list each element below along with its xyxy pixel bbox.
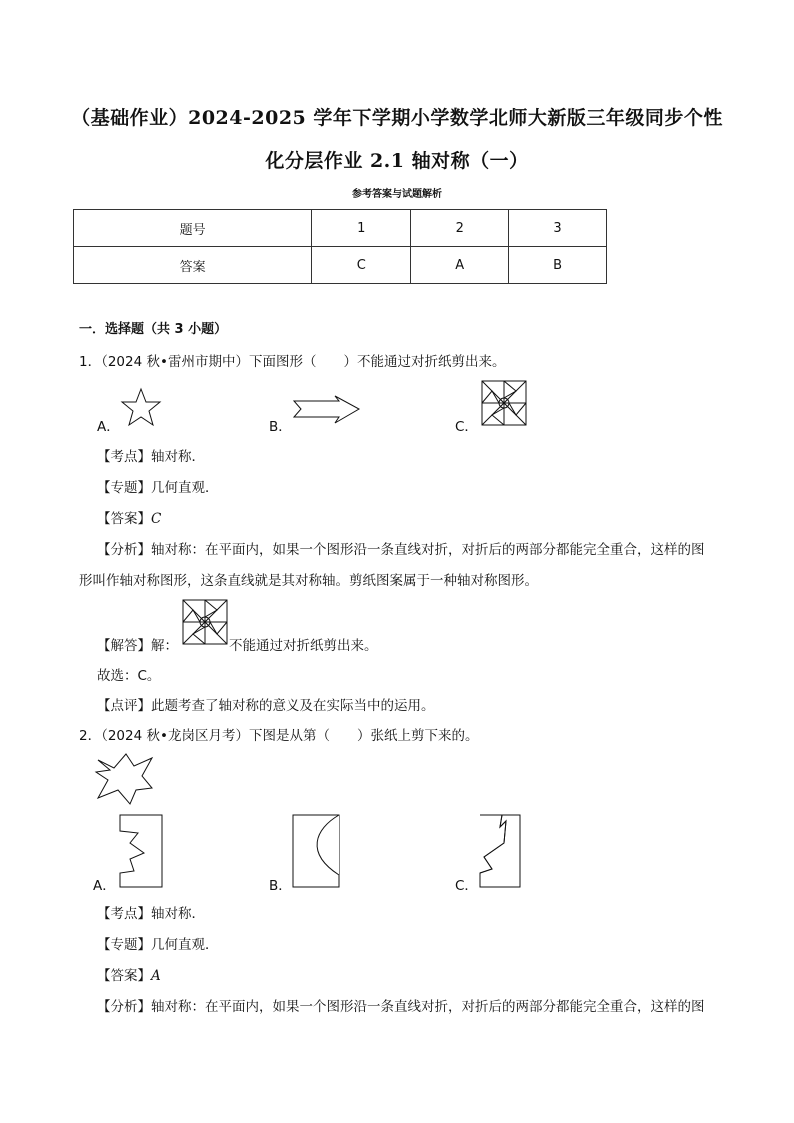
q1-stem: 1．（2024 秋•雷州市期中）下面图形（ ）不能通过对折纸剪出来。 [79,354,506,370]
answer-table-answer-label: 答案 [74,247,312,284]
q1-kaodian: 【考点】轴对称． [97,449,205,465]
q1-analysis-line1: 【分析】轴对称：在平面内，如果一个图形沿一条直线对折，对折后的两部分都能完全重合，这样的图 [97,542,705,558]
q1-answer-value: C [151,511,162,527]
q1-analysis-line2: 形叫作轴对称图形，这条直线就是其对称轴。剪纸图案属于一种轴对称图形。 [79,573,538,589]
answer-table-answer: C [312,247,411,284]
q1-arrow-figure [293,395,361,425]
q1-pinwheel-solution-figure [181,599,229,645]
q1-solution-tag: 【解答】解： [97,638,178,654]
q1-solution-tail: 不能通过对折纸剪出来。 [229,638,378,654]
answer-table-number: 2 [411,210,509,247]
page-title-line1: （基础作业）2024-2025 学年下学期小学数学北师大新版三年级同步个性 [71,107,723,129]
q2-paper-a-figure [118,813,164,889]
q2-option-b-label: B． [269,878,292,894]
answer-table-header-row [74,210,607,247]
q2-answer [97,964,161,984]
answer-table-answer-row [74,247,607,284]
q1-comment: 【点评】此题考查了轴对称的意义及在实际当中的运用。 [97,698,435,714]
q1-option-c-label: C． [455,419,478,435]
q1-answer-tag: 【答案】 [97,511,151,527]
answer-table-answer: B [509,247,607,284]
q1-option-a-label: A． [97,419,120,435]
answer-table-answer: A [411,247,509,284]
q1-answer [97,507,161,527]
q1-zhuanti: 【专题】几何直观． [97,480,219,496]
q2-paper-c-figure [478,813,522,889]
q2-zhuanti: 【专题】几何直观． [97,937,219,953]
q2-paper-b-figure [291,813,341,889]
q2-stem: 2．（2024 秋•龙岗区月考）下图是从第（ ）张纸上剪下来的。 [79,728,479,744]
answer-table-header-label: 题号 [74,210,312,247]
answer-table [73,209,607,284]
page-subtitle: 参考答案与试题解析 [352,189,442,200]
q1-option-b-label: B． [269,419,292,435]
answer-table-number: 3 [509,210,607,247]
q2-analysis-line1: 【分析】轴对称：在平面内，如果一个图形沿一条直线对折，对折后的两部分都能完全重合，这样的图 [97,999,705,1015]
page-title-line2: 化分层作业 2.1 轴对称（一） [265,150,529,172]
section-title: 一．选择题（共 3 小题） [79,322,228,337]
q1-pinwheel-figure [480,380,528,426]
q2-answer-value: A [151,968,161,984]
q1-star-figure [119,387,163,427]
q2-option-c-label: C． [455,878,478,894]
q2-answer-tag: 【答案】 [97,968,151,984]
q2-option-a-label: A． [93,878,116,894]
q1-choice: 故选：C。 [97,668,161,684]
answer-table-number: 1 [312,210,411,247]
q2-kaodian: 【考点】轴对称． [97,906,205,922]
q2-cutout-figure [94,752,156,806]
